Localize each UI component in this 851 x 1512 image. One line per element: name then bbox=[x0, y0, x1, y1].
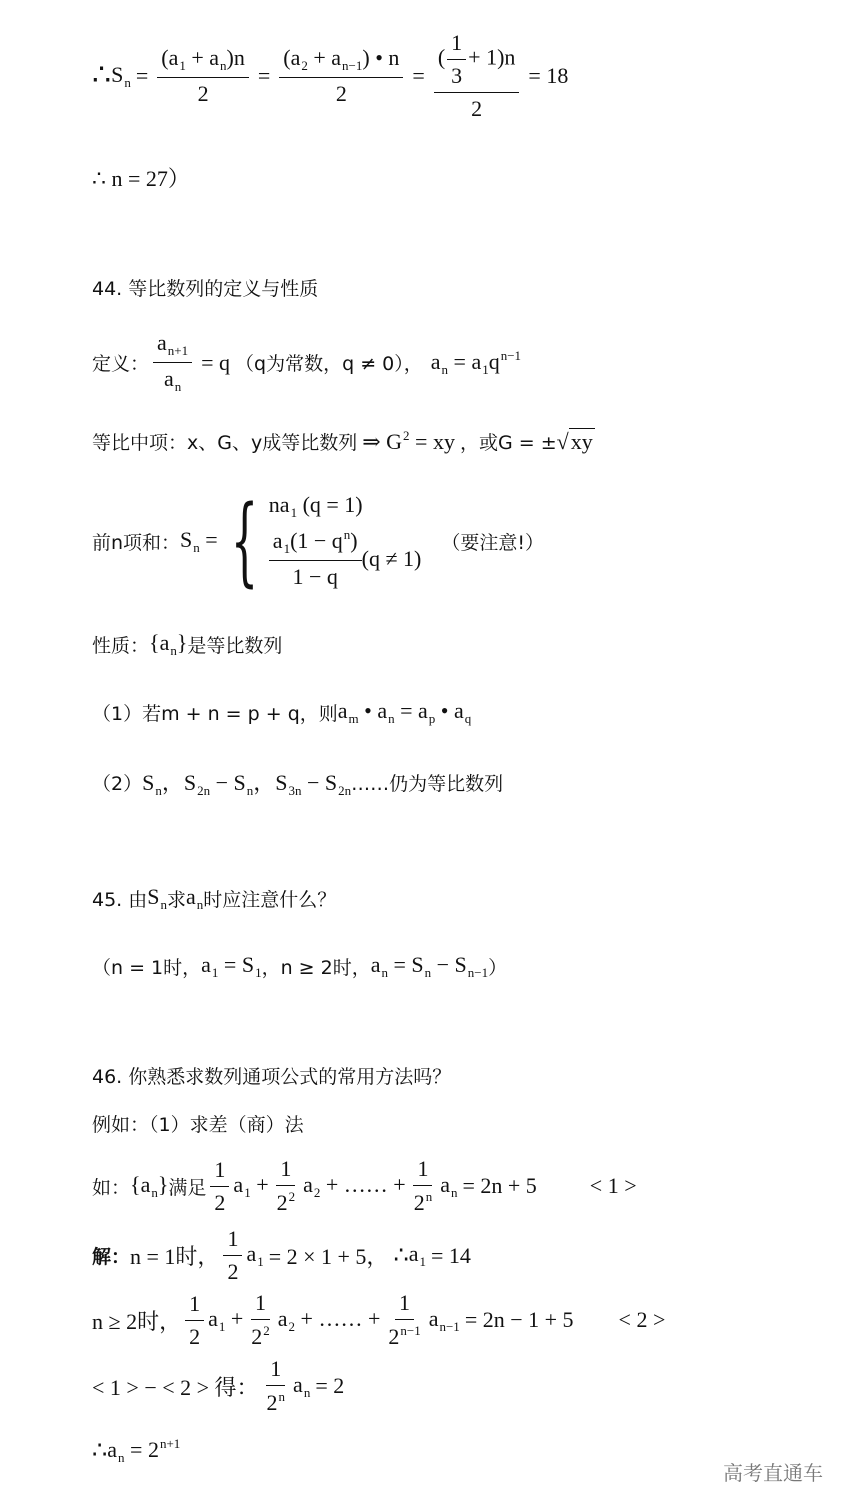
property-2: （2） $S_n$，$S_{2n} - S_n$，$S_{3n} - S_{2n}$ ……仍为等比数列 bbox=[92, 770, 504, 798]
tag-1: < 1 > bbox=[589, 1173, 637, 1198]
ratio-fraction: $\frac{a_{n+1}}{a_n}$ bbox=[153, 330, 192, 395]
property-1: （1）若m + n = p + q，则 $a_m$ • $a_n = a_p$ • $a_q$ bbox=[92, 698, 472, 726]
solution-line: 解： n = 1时， $\frac{1}{2}$ $a_1$ = 2 × 1 + 5， ∴ $a_1$ = 14 bbox=[92, 1226, 471, 1284]
section-45-answer: （n = 1时， $a_1 = S_1$ ，n ≥ 2时， $a_n = S_n - S_{n-1}$ ） bbox=[92, 952, 508, 980]
example-heading: 例如：（1）求差（商）法 bbox=[92, 1114, 304, 1136]
case-q-equals-1: $na_1$ (q = 1) bbox=[268, 492, 363, 520]
n-result bbox=[92, 162, 190, 193]
definition-line: 定义： $\frac{a_{n+1}}{a_n}$ = q （q为常数，q ≠ 0）， $a_n = a_1q^{n-1}$ bbox=[92, 330, 522, 394]
difference-line: < 1 > − < 2 > 得： $\frac{1}{2^n}$ $a_n$ = 2 bbox=[92, 1356, 345, 1415]
section-44-heading: 44. 等比数列的定义与性质 bbox=[92, 278, 319, 300]
therefore-sign: ∴ bbox=[92, 59, 112, 92]
fraction-1: $\frac{(a_1 + a_n)n}{2}$ bbox=[157, 45, 249, 107]
left-brace: { bbox=[230, 485, 259, 597]
case-q-not-1: $\frac{a_1(1 - q^n)}{1 - q}$ (q ≠ 1) bbox=[269, 527, 422, 590]
tag-2: < 2 > bbox=[618, 1307, 666, 1332]
final-result: ∴ $a_n = 2^{n+1}$ bbox=[92, 1436, 181, 1465]
fraction-2: $\frac{(a_2 + a_{n-1}) • n}{2}$ bbox=[279, 45, 403, 107]
sum-result: = 18 bbox=[528, 63, 569, 88]
sum-formula-line: ∴ $S_n$ = $\frac{(a_1 + a_n)n}{2}$ = $\frac{(a_2 + a_{n-1}) • n}{2}$ = ( $\frac{1}{3}$ + 1)n 2 = 18 bbox=[92, 30, 569, 121]
section-45-heading: 45. 由 $S_n$ 求 $a_n$ 时应注意什么？ bbox=[92, 884, 337, 912]
sqrt-xy: √ xy bbox=[556, 429, 593, 454]
fraction-3: ( $\frac{1}{3}$ + 1)n 2 bbox=[434, 30, 520, 122]
n-ge-2-line: n ≥ 2时， $\frac{1}{2}$ $a_1$ + $\frac{1}{2^2}$ $a_2$ + …… + $\frac{1}{2^{n-1}}$ $a_{n-1}$ = 2n − 1 + 5 < 2 > bbox=[92, 1290, 666, 1349]
property-line: 性质： $\{a_n\}$ 是等比数列 bbox=[92, 630, 283, 658]
sum-cases-line: 前n项和： $S_n$ = { $na_1$ (q = 1) $\frac{a_1(1 - q^n)}{1 - q}$ (q ≠ 1) （要注意!） bbox=[92, 485, 544, 597]
example-equation: 如： $\{a_n\}$ 满足 $\frac{1}{2}$ $a_1$ + $\frac{1}{2^2}$ $a_2$ + …… + $\frac{1}{2^n}$ $a_n$ = 2n + 5 < 1 > bbox=[92, 1156, 637, 1215]
n-result-text: ∴ n = 27） bbox=[92, 166, 190, 191]
geometric-mean-line: 等比中项：x、G、y成等比数列 ⇒ $G^2$ = xy ，或G = ± √ xy bbox=[92, 428, 593, 454]
section-46-heading: 46. 你熟悉求数列通项公式的常用方法吗？ bbox=[92, 1066, 452, 1088]
watermark: 高考直通车 bbox=[723, 1461, 823, 1485]
